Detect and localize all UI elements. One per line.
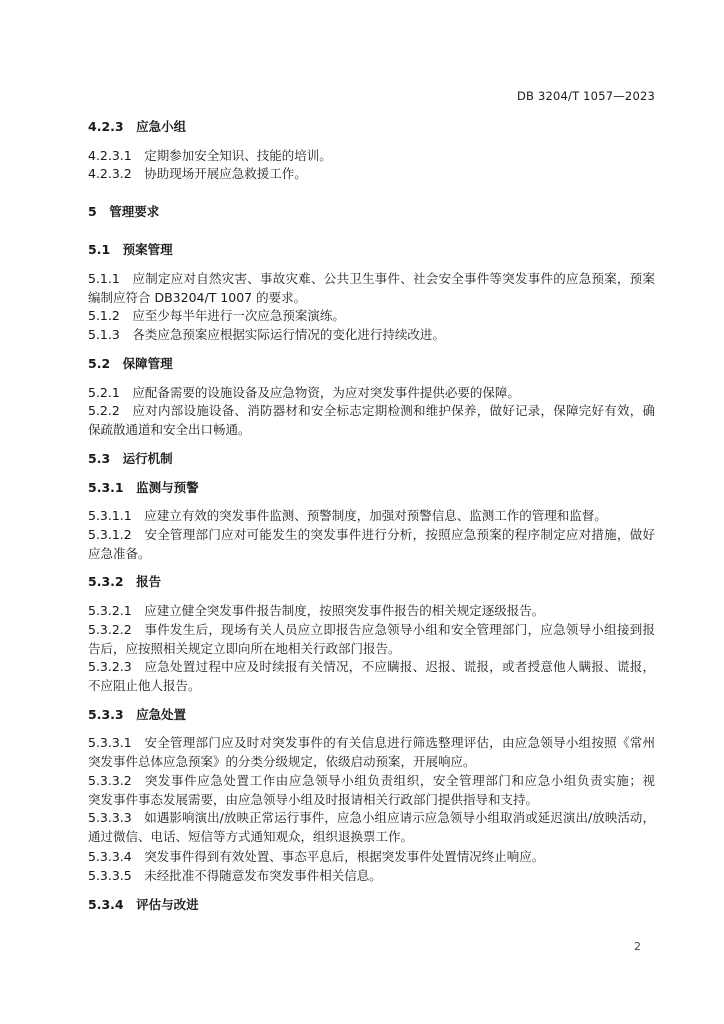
clause-5-3-2-3: [88, 658, 655, 695]
clause-number: 5.3: [88, 451, 111, 466]
clause-5-3-3-2: [88, 772, 655, 809]
clause-number: 5.3.2.2: [88, 622, 132, 637]
clause-number: 5.1.3: [88, 327, 120, 342]
heading-5-3-2: [88, 573, 655, 592]
clause-5-3-3-5: [88, 867, 655, 886]
clause-5-1-1: [88, 270, 655, 307]
clause-number: 5.3.1: [88, 480, 124, 495]
heading-4-2-3: [88, 118, 655, 137]
clause-text: 应建立健全突发事件报告制度，按照突发事件报告的相关规定逐级报告。: [144, 603, 545, 618]
clause-text-line: 事件发生后，现场有关人员应立即报告应急领导小组和安全管理部门，应急领导小组接到报: [144, 622, 655, 637]
clause-number: 5.3.2.3: [88, 659, 132, 674]
clause-text-line: 应对内部设施设备、消防器材和安全标志定期检测和维护保养，做好记录，保障完好有效，确: [132, 403, 655, 418]
clause-5-3-1-1: [88, 507, 655, 526]
clause-5-1-3: [88, 326, 655, 345]
heading-text: 应急小组: [136, 119, 187, 134]
clause-5-3-3-3: [88, 809, 655, 846]
clause-text-line: 应急处置过程中应及时续报有关情况，不应瞒报、迟报、谎报，或者授意他人瞒报、谎报，: [144, 659, 655, 674]
clause-text-line: 安全管理部门应对可能发生的突发事件进行分析，按照应急预案的程序制定应对措施，做好: [144, 527, 655, 542]
heading-5-3: [88, 450, 655, 469]
clause-number: 5: [88, 204, 97, 219]
clause-text-line: 如遇影响演出/放映正常运行事件，应急小组应请示应急领导小组取消或延迟演出/放映活动，: [144, 810, 655, 825]
clause-4-2-3-1: [88, 147, 655, 166]
clause-text-line: 编制应符合 DB3204/T 1007 的要求。: [88, 289, 307, 305]
clause-number: 5.1.2: [88, 308, 120, 323]
heading-text: 报告: [136, 574, 162, 589]
clause-text: 各类应急预案应根据实际运行情况的变化进行持续改进。: [132, 327, 445, 342]
clause-number: 5.3.1.1: [88, 508, 132, 523]
clause-number: 5.3.2.1: [88, 603, 132, 618]
clause-number: 5.2: [88, 356, 111, 371]
clause-5-3-1-2: [88, 526, 655, 563]
heading-text: 运行机制: [122, 451, 173, 466]
clause-number: 5.3.3.3: [88, 810, 132, 825]
clause-number: 5.3.2: [88, 574, 124, 589]
clause-5-2-2: [88, 402, 655, 439]
clause-text-line: 突发事件总体应急预案》的分类分级规定，依级启动预案，开展响应。: [88, 753, 476, 769]
heading-text: 评估与改进: [136, 897, 199, 912]
clause-text: 未经批准不得随意发布突发事件相关信息。: [144, 868, 382, 883]
heading-text: 预案管理: [122, 242, 173, 257]
clause-number: 5.3.3: [88, 707, 124, 722]
clause-text-line: 保疏散通道和安全出口畅通。: [88, 421, 251, 437]
clause-text-line: 突发事件事态发展需要，由应急领导小组及时报请相关行政部门提供指导和支持。: [88, 791, 539, 807]
heading-5-2: [88, 355, 655, 374]
clause-5-3-2-1: [88, 602, 655, 621]
heading-5: [88, 203, 655, 222]
clause-5-2-1: [88, 384, 655, 403]
clause-text-line: 应制定应对自然灾害、事故灾难、公共卫生事件、社会安全事件等突发事件的应急预案，预案: [132, 271, 655, 286]
clause-number: 5.2.1: [88, 385, 120, 400]
clause-text-line: 通过微信、电话、短信等方式通知观众，组织退换票工作。: [88, 828, 414, 844]
heading-5-1: [88, 241, 655, 260]
clause-text-line: 突发事件应急处置工作由应急领导小组负责组织，安全管理部门和应急小组负责实施；视: [144, 773, 655, 788]
clause-5-3-2-2: [88, 621, 655, 658]
clause-number: 4.2.3.2: [88, 166, 132, 181]
clause-number: 5.3.1.2: [88, 527, 132, 542]
clause-number: 5.2.2: [88, 403, 120, 418]
clause-text: 应至少每半年进行一次应急预案演练。: [132, 308, 345, 323]
clause-number: 5.3.3.4: [88, 849, 132, 864]
heading-5-3-3: [88, 706, 655, 725]
page-number: 2: [634, 940, 641, 953]
clause-5-3-3-4: [88, 848, 655, 867]
clause-number: 5.3.3.5: [88, 868, 132, 883]
clause-text: 协助现场开展应急救援工作。: [144, 166, 307, 181]
document-code-header: DB 3204/T 1057—2023: [516, 89, 655, 103]
heading-5-3-4: [88, 896, 655, 915]
clause-text: 应建立有效的突发事件监测、预警制度，加强对预警信息、监测工作的管理和监督。: [144, 508, 607, 523]
clause-5-3-3-1: [88, 734, 655, 771]
clause-text: 突发事件得到有效处置、事态平息后，根据突发事件处置情况终止响应。: [144, 849, 545, 864]
clause-text: 定期参加安全知识、技能的培训。: [144, 148, 332, 163]
clause-text-line: 安全管理部门应及时对突发事件的有关信息进行筛选整理评估，由应急领导小组按照《常州: [144, 735, 655, 750]
heading-text: 应急处置: [136, 707, 187, 722]
clause-number: 5.3.3.1: [88, 735, 132, 750]
clause-number: 4.2.3: [88, 119, 124, 134]
clause-5-1-2: [88, 307, 655, 326]
clause-4-2-3-2: [88, 165, 655, 184]
clause-text: 应配备需要的设施设备及应急物资，为应对突发事件提供必要的保障。: [132, 385, 520, 400]
heading-text: 监测与预警: [136, 480, 199, 495]
clause-text-line: 不应阻止他人报告。: [88, 677, 201, 693]
clause-text-line: 告后，应按照相关规定立即向所在地相关行政部门报告。: [88, 640, 401, 656]
clause-number: 5.1: [88, 242, 111, 257]
clause-number: 4.2.3.1: [88, 148, 132, 163]
heading-text: 保障管理: [122, 356, 173, 371]
clause-number: 5.3.3.2: [88, 773, 132, 788]
clause-number: 5.3.4: [88, 897, 124, 912]
clause-text-line: 应急准备。: [88, 545, 151, 561]
clause-number: 5.1.1: [88, 271, 120, 286]
heading-text: 管理要求: [109, 204, 160, 219]
heading-5-3-1: [88, 479, 655, 498]
